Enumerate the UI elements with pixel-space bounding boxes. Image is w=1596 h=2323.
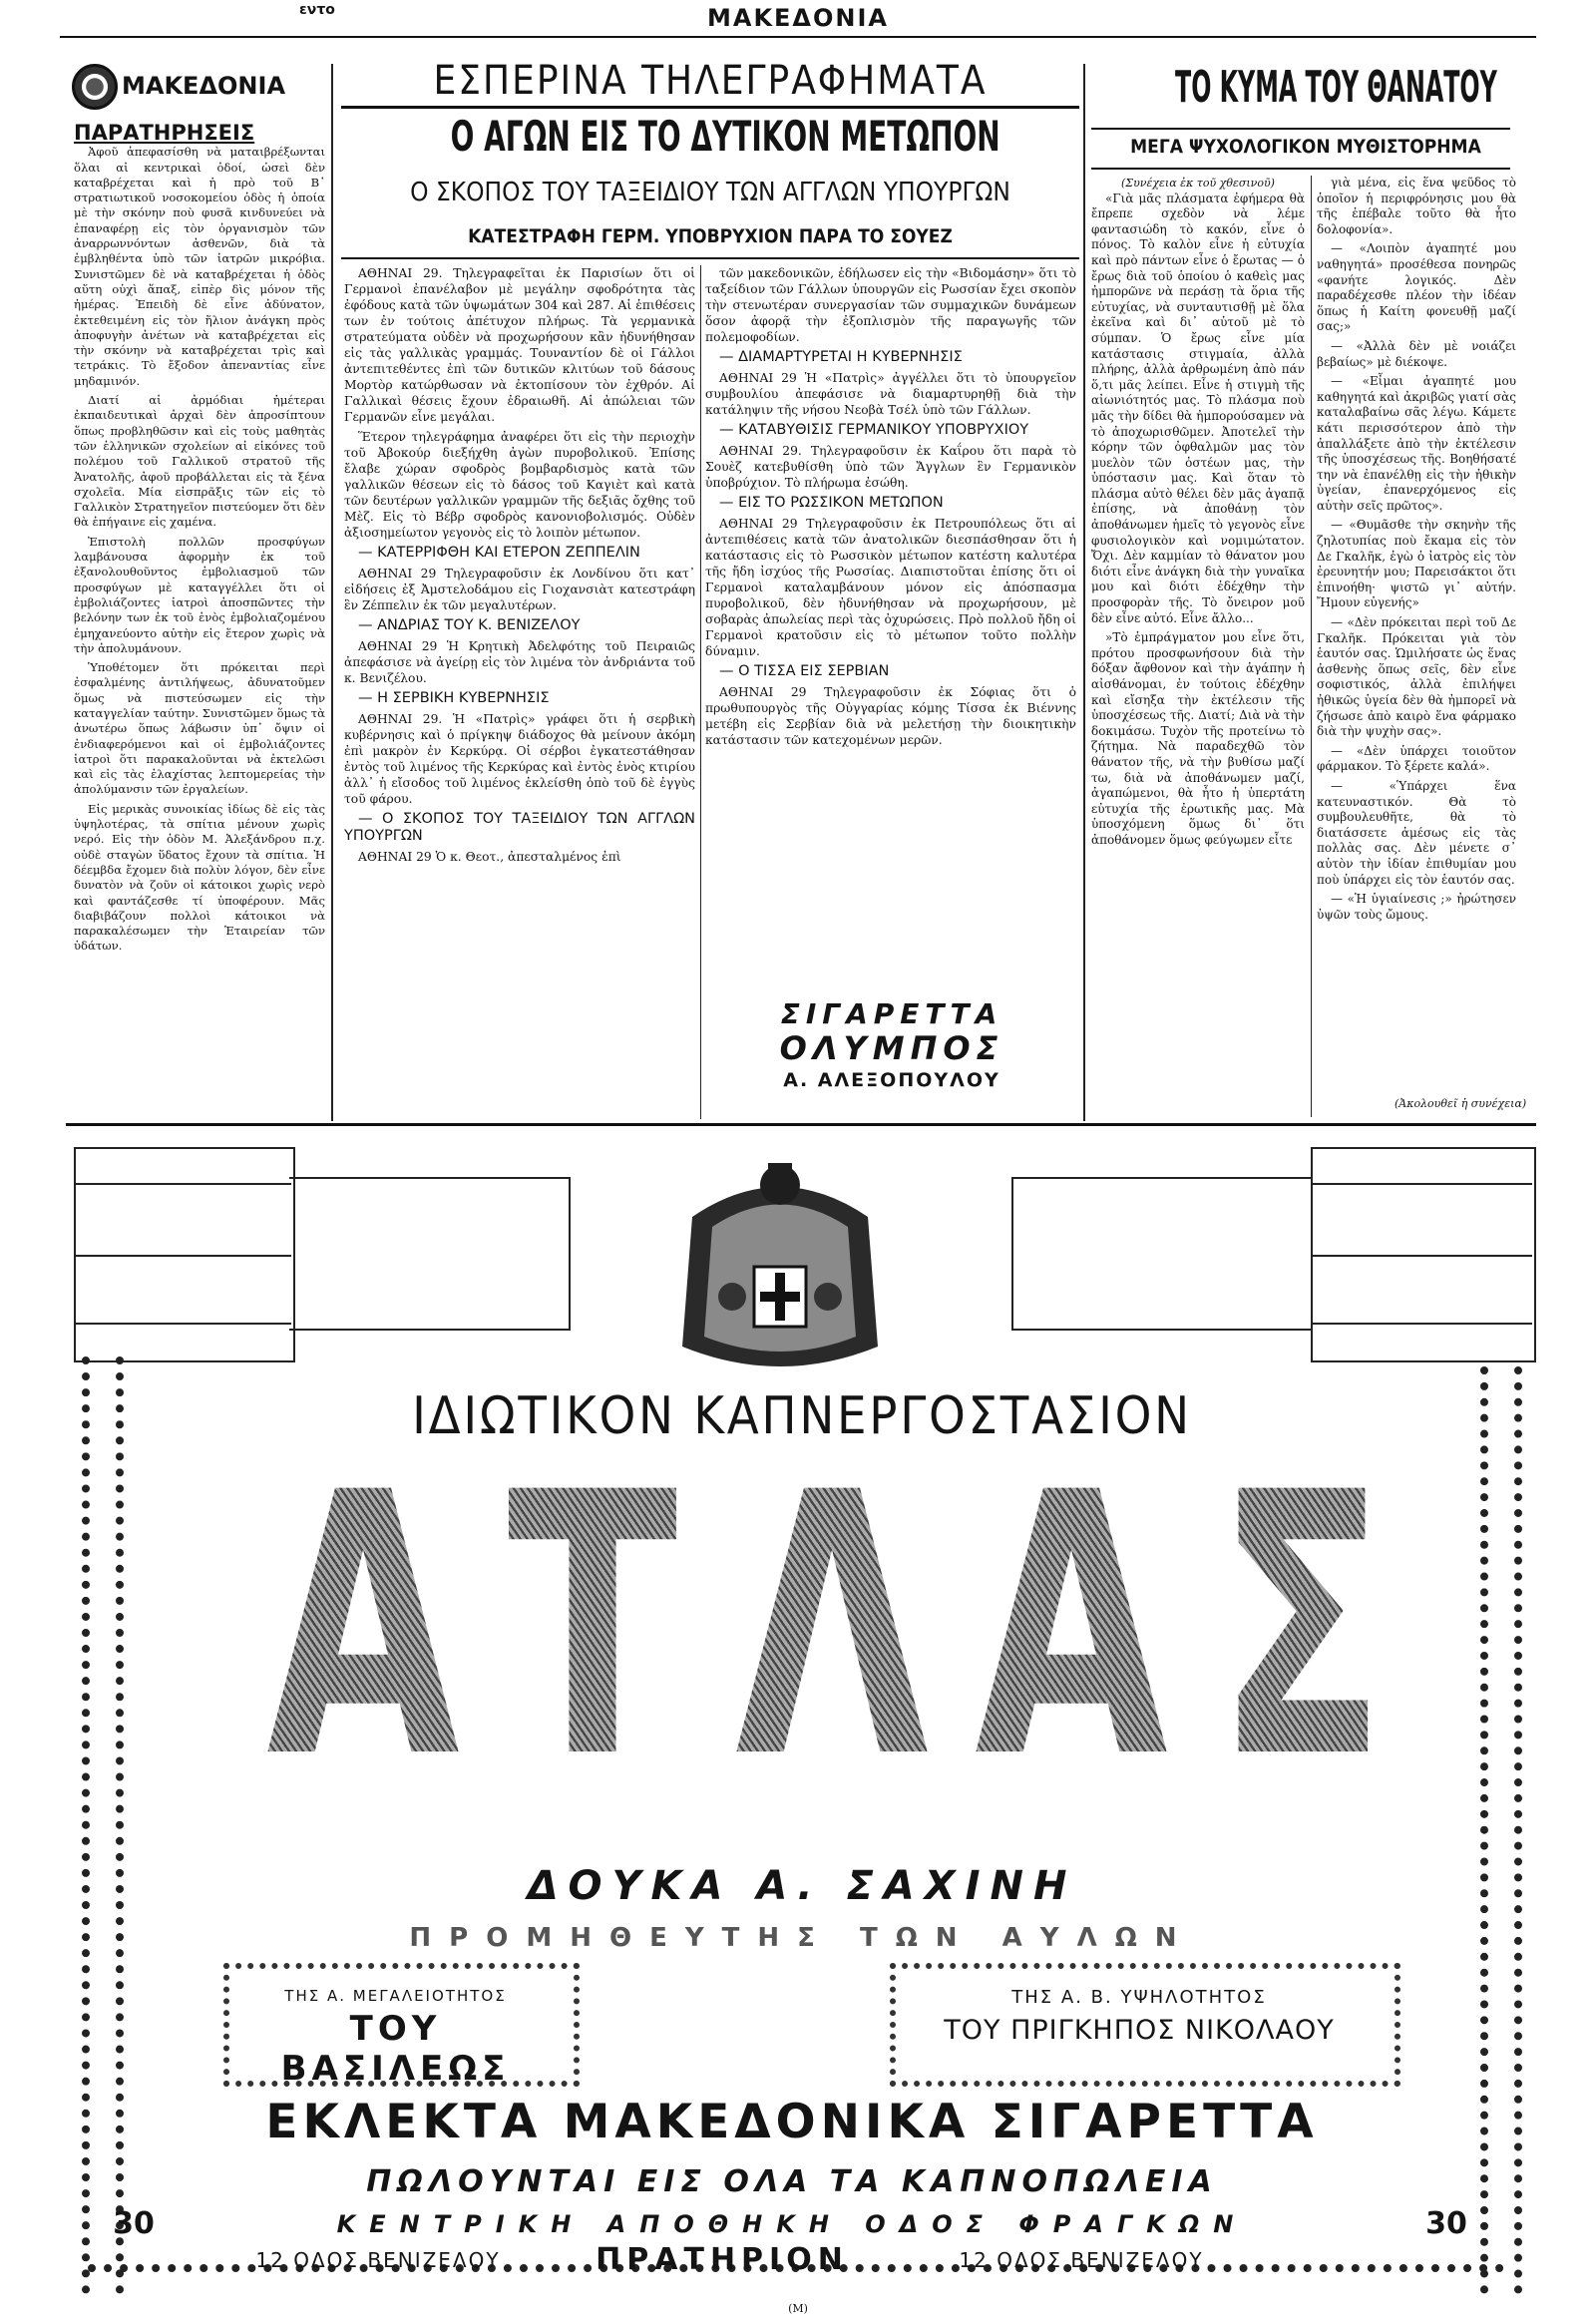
warehouse-address: ΚΕΝΤΡΙΚΗ ΑΠΟΘΗΚΗ ΟΔΟΣ ΦΡΑΓΚΩΝ: [336, 2210, 1248, 2238]
royal-box-right: [890, 1963, 1400, 2087]
atlas-ad: [74, 1147, 1534, 2300]
article-subheading: — Ο ΤΙΣΣΑ ΕΙΣ ΣΕΡΒΙΑΝ: [719, 663, 890, 679]
left-column: [74, 120, 325, 1122]
royal-box-left-big: ΤΟΥ ΒΑΣΙΛΕΩΣ: [280, 2009, 511, 2089]
factory-title: ΙΔΙΩΤΙΚΟΝ ΚΑΠΝΕΡΓΟΣΤΑΣΙΟΝ: [412, 1386, 1192, 1446]
article-paragraph: — «Εἶμαι ἀγαπητέ μου καθηγητά καὶ ἀκριβῶς γιατί σὰς καταλαβαίνω σᾶς λέγω. Κάμετε κάτι περισσότερον ἀπὸ τὴν ἀπαλλάξετε ἀπὸ τὴν ἐκτέλεσιν τῆς ὑποσχέσεως τῆς. Βοηθήσατέ την νὰ ἐπανέλθῃ εἰς τὴν ἠθικὴν ὑγείαν, ἐπανερχόμενος εἰς αὐτὴν σεῖς πρῶτος».: [1317, 374, 1516, 513]
novel-title-rule: [1091, 128, 1510, 130]
novel-subtitle: ΜΕΓΑ ΨΥΧΟΛΟΓΙΚΟΝ ΜΥΘΙΣΤΟΡΗΜΑ: [1130, 136, 1481, 158]
warehouse-number-left: 30: [113, 2206, 155, 2241]
article-paragraph: ΑΘΗΝΑΙ 29 Ὁ κ. Θεοτ., ἀπεσταλμένος ἐπὶ: [358, 850, 621, 864]
brand-letter: Τ: [493, 1446, 692, 1808]
coat-of-arms-icon: [672, 1157, 888, 1382]
banner-rule: [341, 106, 1079, 109]
article-subheading: — Ο ΣΚΟΠΟΣ ΤΟΥ ΤΑΞΕΙΔΙΟΥ ΤΩΝ ΑΓΓΛΩΝ ΥΠΟΥΡΓΩΝ: [344, 811, 695, 844]
novel-column-b: [1317, 176, 1516, 1095]
headline-submarine: ΚΑΤΕΣΤΡΑΦΗ ΓΕΡΜ. ΥΠΟΒΡΥΧΙΟΝ ΠΑΡΑ ΤΟ ΣΟΥΕΖ: [468, 225, 953, 247]
article-paragraph: ΑΘΗΝΑΙ 29. Τηλεγραφοῦσιν ἐκ Καΐρου ὅτι παρὰ τὸ Σουὲζ κατεβυθίσθη ὑπὸ τῶν Ἄγγλων ἓν Γερμανικὸν ὑποβρύχιον. Τὸ πλήρωμα ἐσώθη.: [705, 444, 1076, 490]
headline-ministers: Ο ΣΚΟΠΟΣ ΤΟΥ ΤΑΞΕΙΔΙΟΥ ΤΩΝ ΑΓΓΛΩΝ ΥΠΟΥΡΓΩΝ: [410, 178, 1010, 207]
page-section-rule: [66, 1123, 1536, 1126]
newspaper-logo: [72, 64, 323, 112]
frame-line: [1311, 1323, 1532, 1325]
article-paragraph: — «Ὑπάρχει ἕνα κατευναστικόν. Θὰ τὸ συμβουλευθῆτε, θὰ τὸ διατάσσετε ἀμέσως εἰς τὰς πολλὰς σας. Δὲν μένετε σ᾽ αὐτὸν τὴν ἰδίαν ἐπιθυμίαν μου ποὺ ὑπάρχει εἰς τὸν ἑαυτόν σας.: [1317, 778, 1516, 887]
article-paragraph: Ἐπιστολὴ πολλῶν προσφύγων λαμβάνουσα ἀφορμὴν ἐκ τοῦ ἐξανολουθοῦντος ἐμβολιασμοῦ τῶν προσφύγων μὲ καταγγέλλει ὅτι οἱ ἐμβολιάζοντες ἰατροὶ ἀποσπῶντες τὴν βελόνην των ἐκ τοῦ ἑνὸς ἐμβολιαζομένου ἐμηχανεύοντο αὐτὴν εἰς ἕτερον χωρὶς νὰ τὴν ἀπολυμάνουν.: [74, 534, 325, 655]
masthead-rule: [60, 36, 1536, 38]
brand-letter: Σ: [1201, 1446, 1400, 1808]
royal-box-right-big: ΤΟΥ ΠΡΙΓΚΗΠΟΣ ΝΙΚΟΛΑΟΥ: [944, 2015, 1335, 2046]
chain-border-right: [1480, 1366, 1522, 2294]
column-divider: [700, 265, 701, 1119]
article-paragraph: ΑΘΗΝΑΙ 29 Τηλεγραφοῦσιν ἐκ Σόφιας ὅτι ὁ πρωθυπουργὸς τῆς Οὐγγαρίας κόμης Τίσσα ἐκ Βιέννης μετέβη εἰς Σερβίαν διὰ νὰ μελετήσῃ τὴν διοικητικὴν κατάστασιν τῶν κατεχομένων μερῶν.: [705, 685, 1076, 747]
royal-box-left: [223, 1963, 580, 2087]
article-paragraph: — «Ἡ ὑγιαίνεσις ;» ἠρώτησεν ὑψῶν τοὺς ὤμους.: [1317, 892, 1516, 922]
novel-to-be-continued: (Ἀκολουθεῖ ἡ συνέχεια): [1395, 1097, 1527, 1110]
article-paragraph: — «Λοιπὸν ἀγαπητέ μου ναθηγητά» προσέθεσα πονηρῶς «φανήτε λογικός. Δὲν παραδέχεσθε πλέον τὴν ἰδέαν ὅπως ἡ Καίτη φονευθῇ μαζί σας;»: [1317, 241, 1516, 334]
article-paragraph: ΑΘΗΝΑΙ 29. Ἡ «Πατρὶς» γράφει ὅτι ἡ σερβικὴ κυβέρνησις καὶ ὁ πρίγκηψ διάδοχος θὰ μείνουν ἀκόμη ἐπὶ μακρὸν ἐν Κερκύρᾳ. Οἱ σέρβοι ἐγκατεστάθησαν ἐντὸς τοῦ λιμένος τῆς Κερκύρας καὶ ἐντὸς ἑνὸς κτιρίου ἀλλ᾽ ἡ εἴσοδος τοῦ λιμένος ἐκλείσθη ὁπὸ τοῦ δὲ ἐγγὺς τοῦ φάρου.: [344, 712, 695, 806]
olympos-ad-line2: ΟΛΥΜΠΟΣ: [779, 1029, 1004, 1067]
article-subheading: — ΑΝΔΡΙΑΣ ΤΟΥ Κ. ΒΕΝΙΖΕΛΟΥ: [358, 617, 581, 633]
masthead-tag: εντο: [299, 2, 335, 18]
column-divider: [1083, 64, 1085, 1121]
left-column-heading: ΠΑΡΑΤΗΡΗΣΕΙΣ: [74, 121, 255, 145]
frame-line: [74, 1183, 291, 1185]
frame-upper-left-ext: [289, 1177, 571, 1331]
brand-letter: Λ: [732, 1446, 932, 1808]
article-paragraph: — «Δὲν ὑπάρχει τοιοῦτον φάρμακον. Τὸ ξέρετε καλά».: [1317, 743, 1516, 774]
owner-name: ΔΟΥΚΑ Α. ΣΑΧΙΝΗ: [527, 1863, 1077, 1909]
store-address-right: 12 ΟΔΟΣ ΒΕΝΙΖΕΛΟΥ: [959, 2248, 1204, 2272]
novel-subtitle-rule: [1091, 168, 1510, 170]
frame-line: [74, 1323, 291, 1325]
article-subheading: — ΚΑΤΑΒΥΘΙΣΙΣ ΓΕΡΜΑΝΙΚΟΥ ΥΠΟΒΡΥΧΙΟΥ: [719, 422, 1029, 438]
royal-box-left-small: ΤΗΣ Α. ΜΕΓΑΛΕΙΟΤΗΤΟΣ: [284, 1987, 507, 2005]
article-paragraph: — «Δὲν πρόκειται περὶ τοῦ Δε Γκαλῆκ. Πρόκειται γιὰ τὸν ἑαυτόν σας. Ὡμιλήσατε ὡς ἕνας ἀσθενὴς ὅπως σεῖς, δὲν εἶνε σοφιστικός, ἀλλὰ ἐπιλήψει ἠθικῶς ὑγεία δὲν θὰ ἠμπορεῖ νὰ ζήσωσε ἀπὸ καιρὸ ἕνα φάρμακο διὰ τὴν ψυχὴν σας».: [1317, 615, 1516, 739]
article-paragraph: — «Θυμᾶσθε τὴν σκηνὴν τῆς ζηλοτυπίας ποὺ ἔκαμα εἰς τὸν Δε Γκαλῆκ, ἐγὼ ὁ ἰατρὸς εἰς τὸν ἐρευνητήν μου; Παρεισάκτοι ὅτι ἐπινοήθη· ψιστῶ γι᾽ αὐτήν. Ἤμουν εὐγενής»: [1317, 518, 1516, 610]
brand-letter: Α: [263, 1446, 463, 1808]
article-paragraph: — «Ἀλλὰ δὲν μὲ νοιάζει βεβαίως» μὲ διέκοψε.: [1317, 338, 1516, 369]
masthead-title: ΜΑΚΕΔΟΝΙΑ: [706, 4, 889, 32]
royal-box-right-small: ΤΗΣ Α. Β. ΥΨΗΛΟΤΗΤΟΣ: [1011, 1987, 1267, 2008]
supplier-line: ΠΡΟΜΗΘΕΥΤΗΣ ΤΩΝ ΑΥΛΩΝ: [409, 1923, 1195, 1953]
novel-continued-note: (Συνέχεια ἐκ τοῦ χθεσινοῦ): [1121, 177, 1275, 190]
tagline: ΕΚΛΕΚΤΑ ΜΑΚΕΔΟΝΙΚΑ ΣΙΓΑΡΕΤΤΑ: [265, 2095, 1319, 2149]
article-subheading: — ΚΑΤΕΡΡΙΦΘΗ ΚΑΙ ΕΤΕΡΟΝ ΖΕΠΠΕΛΙΝ: [358, 545, 640, 561]
article-paragraph: «Γιὰ μᾶς πλάσματα ἐφήμερα θὰ ἔπρεπε σχεδὸν νὰ λέμε φαντασιώδη τὸ κακόν, εἶνε ὁ πόνος. Τὸ καλὸν εἶνε ἡ εὐτυχία καὶ πρὸ πάντων εἶνε ὁ ἔρωτας — ὁ ἔρως διὰ τοῦ ὁποίου ὁ καθεὶς μας ἠμπορῶνε νὰ περάσῃ τὰ ὅρια τῆς εὐτυχίας, νὰ συνταυτισθῇ μὲ ὅλα ἐκεῖνα καὶ δι᾽ αὐτοῦ μὲ τὸ σύμπαν. Ὁ ἔρως εἶνε μία κατάστασις στιγμαία, ἀλλὰ πλήρης, ἀλλὰ ἀρθρωμένη ἀπὸ πάν ὅ,τι μᾶς λείπει. Εἶνε ἡ στιγμὴ τῆς αἰωνιότητός μας. Τὸ πλάσμα ποὺ μᾶς τὴν δίδει θὰ ἠμπορούσαμεν νὰ τὸ ἀποχωρισθῶμεν. Ἀποτελεῖ τὴν κόρην τῶν ὀφθαλμῶν μας τὸν μυελὸν τῶν ὀστέων μας, τὴν ὑπόστασιν μας. Καὶ ὅταν τὸ πλάσμα αὐτὸ θέλει δὲν μᾶς ἀγαπᾷ ἐπίσης, νὰ ἀποθάνῃ τὸν ἀποθάνωμεν ἡμεῖς τὸ γεγονὸς εἶνε φυσιολογικὸν καὶ νομιμώτατον. Ὄχι. Δὲν καμμίαν τὸ θάνατον μου διότι εἶνε ἀνάγκη διὰ τὴν γυναῖκα μου καὶ διότι ἐδέχθην τὴν προσφορὰν τῆς. Τὸ ὄνειρον μοῦ δὲν εἶνε αὐτό. Εἶνε ἄλλο...: [1091, 191, 1305, 625]
telegrams-banner: ΕΣΠΕΡΙΝΑ ΤΗΛΕΓΡΑΦΗΜΑΤΑ: [433, 58, 988, 104]
warehouse-number-right: 30: [1425, 2206, 1467, 2241]
article-paragraph: τῶν μακεδονικῶν, ἐδήλωσεν εἰς τὴν «Βιδομάσην» ὅτι τὸ ταξείδιον τῶν Γάλλων ὑπουργῶν εἰς Ρωσσίαν ἔχει σκοπὸν τὴν στενωτέραν συνεργασίαν τῶν συμμαχικῶν δυνάμεων ὅσον ἀφορᾷ τὴν ἐξοπλισμὸν τῆς παραγωγῆς τῶν πολεμοφοδίων.: [705, 266, 1076, 344]
novel-title: ΤΟ ΚΥΜΑ ΤΟΥ ΘΑΝΑΤΟΥ: [1175, 62, 1497, 113]
footer-mark: (Μ): [788, 2302, 808, 2315]
olympos-ad: [708, 997, 1075, 1117]
article-paragraph: Διατί αἱ ἀρμόδιαι ἡμέτεραι ἐκπαιδευτικαὶ ἀρχαὶ δὲν ἀπροσίπτουν ὅπως προβληθῶσιν καὶ εἰς τοὺς μαθητὰς τῶν ἑλληνικῶν σχολείων αἱ εἰκόνες τοῦ πολέμου τοῦ Γαλλικοῦ στρατοῦ τῆς Ἀνατολῆς, ἀφοῦ προβάλλεται εἰς τὰ ξένα σχολεῖα. Μία εἰσπρᾶξις τῶν εἰς τὸ Γαλλικὸν Στρατηγεῖον πιστεύομεν ὅτι δὲν θὰ ἐπήγαινε εἰς χαμένα.: [74, 393, 325, 530]
article-paragraph: ΑΘΗΝΑΙ 29 Τηλεγραφοῦσιν ἐκ Πετρουπόλεως ὅτι αἱ ἀντεπιθέσεις κατὰ τῶν ἀνατολικῶν διεσπάσθησαν ὅτι ἡ κατάστασις εἰς τὸ Ρωσσικὸν μέτωπον κατέστη καλυτέρα τῆς ἤδη ἰσχύος τῆς Ρωσσίας. Διαπιστοῦται ἐπίσης ὅτι οἱ Γερμανοὶ καταλαμβάνουν μόνον εἰς ἀπόσπασμα πυροβολικοῦ, δὲν ἠδυνήθησαν νὰ προχωρήσουν, μὲ σοβαρὰς ἀπωλείας περὶ τὰς ὀχυρώσεις. Πρὸ πολλοῦ ἤδη οἱ Γερμανοὶ κρατοῦσιν εἰς τὸ μέτωπον τοῦτο πολλὴν δύναμιν.: [705, 517, 1076, 658]
article-paragraph: γιὰ μένα, εἰς ἕνα ψεῦδος τὸ ὁποῖον ἡ περιφρόνησις μου θὰ τῆς ἐπέβαλε τοῦτο θὰ ἦτο δολοφονία».: [1317, 176, 1516, 236]
seal-icon: [72, 64, 118, 110]
center-column-b: [705, 265, 1076, 954]
article-subheading: — ΔΙΑΜΑΡΤΥΡΕΤΑΙ Η ΚΥΒΕΡΝΗΣΙΣ: [719, 349, 963, 365]
store-label: ΠΡΑΤΗΡΙΟΝ: [596, 2242, 849, 2277]
frame-line: [1311, 1183, 1532, 1185]
article-subheading: — Η ΣΕΡΒΙΚΗ ΚΥΒΕΡΝΗΣΙΣ: [358, 690, 550, 706]
store-address-left: 12 ΟΔΟΣ ΒΕΝΙΖΕΛΟΥ: [255, 2248, 501, 2272]
frame-line: [74, 1255, 291, 1257]
article-paragraph: ΑΘΗΝΑΙ 29 Ἡ «Πατρὶς» ἀγγέλλει ὅτι τὸ ὑπουργεῖον συμβουλίου ἀπεφάσισε νὰ διαμαρτυρηθῇ διὰ τὴν κατάληψιν τῆς νήσου Νεοβὰ Τσέλ ὑπὸ τῶν Γάλλων.: [705, 371, 1076, 417]
brand-letter: Α: [972, 1446, 1171, 1808]
center-column-a: [344, 265, 695, 1118]
headline-rule: [341, 257, 1079, 259]
article-paragraph: ΑΘΗΝΑΙ 29. Τηλεγραφεῖται ἐκ Παρισίων ὅτι οἱ Γερμανοὶ ἐπανέλαβον μὲ μεγάλην σφοδρότητα τὰς ἐφόδους κατὰ τῶν ὑψωμάτων 304 καὶ 287. Αἱ ἐπιθέσεις των ἐν τούτοις ἀπέτυχον πλήρως. Τὰ γερμανικὰ στρατεύματα οὐδὲν νὰ προχωρήσουν κἂν ἠδυνήθησαν εἰς τὰς γαλλικὰς γραμμάς. Τουναντίον δὲ οἱ Γάλλοι ἀντεπιτεθέντες ἐπὶ τῶν δυτικῶν κλιτύων τοῦ δάσους Μορτὸρ κατώρθωσαν νὰ ἐκτοπίσουν τὸν ἐχθρόν. Αἱ Γαλλικαὶ θέσεις ἔχουν ἐδραιωθῆ. Αἱ ἀπώλειαι τῶν Γερμανῶν εἶνε μεγάλαι.: [344, 266, 695, 424]
frame-line: [1311, 1255, 1532, 1257]
chain-border-left: [82, 1356, 124, 2294]
article-paragraph: »Τὸ ἐμπράγματον μου εἶνε ὅτι, πρότου προσφωνήσουν διὰ τὴν δόξαν ἄφθονον καὶ τὴν ἀγάπην ἡ αἰσθάνομαι, ἐν τούτοις ἐδέχθην καὶ εἴσηξα τὴν ἐκτέλεσιν τῆς ὑποσχέσεως τῆς. Διατί; Διὰ νὰ τὴν δοκιμάσω. Τυχὸν τῆς προτείνω τὸ ζήτημα. Νὰ παραδεχθῶ τὸν θάνατον τῆς, νὰ τὴν βυθίσω μαζί τω, διὰ νὰ ἀποθάνωμεν μαζί, ἀγαπώμενοι, θὰ ἦτο ἡ ὑπερτάτη εὐτυχία τῆς ἐρωτικῆς μας. Μὰ ὑποσχόμενη ὅμως δι᾽ ὅτι ἀποθάνομεν ὅμως φεύγωμεν εἶτε: [1091, 630, 1305, 847]
sold-everywhere: ΠΩΛΟΥΝΤΑΙ ΕΙΣ ΟΛΑ ΤΑ ΚΑΠΝΟΠΩΛΕΙΑ: [366, 2164, 1218, 2199]
article-paragraph: Εἰς μερικὰς συνοικίας ἰδίως δὲ εἰς τὰς ὑψηλοτέρας, τὰ σπίτια μένουν χωρὶς νερό. Εἰς τὴν ὁδὸν Μ. Ἀλεξάνδρου π.χ. οὐδὲ σταγὼν ὕδατος ἔχουν τὰ σπίτια. Ἡ δέεμβδα ἔχομεν διὰ πολὺν λόγον, δὲν εἶνε δυνατὸν νὰ ζοῦν οἱ κάτοικοι χωρὶς νερὸ καὶ φαντάζεσθε τί ὑποφέρουν. Μᾶς διαβιβάζουν πολλοὶ κάτοικοι νὰ παρακαλέσωμεν τὴν Ἑταιρείαν τῶν ὑδάτων.: [74, 801, 325, 954]
article-paragraph: Ὑποθέτομεν ὅτι πρόκειται περὶ ἐσφαλμένης ἀντιλήψεως, ἀδυνατοῦμεν ὅμως νὰ πιστεύσωμεν εἰς τὴν καταγγελίαν ταύτην. Συνιστῶμεν ὅμως τὰ ἀνωτέρω ὅπως λάβωσιν ὑπ᾽ ὄψιν οἱ ἐνδιαφερόμενοι καὶ οἱ ἐμβολιάζοντες ἰατροὶ ὅτι παρακαλοῦνται νὰ ἐκτελῶσι καὶ εἰς τὰς ἐλαχίστας λεπτομερείας τὴν ἀπολύμανσιν τῶν ἐργαλείων.: [74, 660, 325, 797]
frame-upper-right-ext: [1011, 1177, 1313, 1331]
headline-front: Ο ΑΓΩΝ ΕΙΣ ΤΟ ΔΥΤΙΚΟΝ ΜΕΤΩΠΟΝ: [450, 112, 1000, 161]
column-divider: [1311, 176, 1312, 1117]
logo-text: ΜΑΚΕΔΟΝΙΑ: [122, 72, 286, 100]
olympos-ad-line1: ΣΙΓΑΡΕΤΤΑ: [780, 997, 1003, 1030]
column-divider: [331, 64, 333, 1121]
novel-column-a: [1091, 176, 1305, 1117]
article-paragraph: ΑΘΗΝΑΙ 29 Ἡ Κρητικὴ Ἀδελφότης τοῦ Πειραιῶς ἀπεφάσισε νὰ ἀγείρῃ εἰς τὸν λιμένα τὸν ἀνδριάντα τοῦ κ. Βενιζέλου.: [344, 639, 695, 685]
article-paragraph: ΑΘΗΝΑΙ 29 Τηλεγραφοῦσιν ἐκ Λονδίνου ὅτι κατ᾽ εἰδήσεις ἐξ Ἀμστελοδάμου εἰς Γιοχανσιὰτ κατεστράφη ἓν Ζέππελιν ἐκ τῶν μεγαλυτέρων.: [344, 567, 695, 612]
olympos-ad-line3: Α. ΑΛΕΞΟΠΟΥΛΟΥ: [783, 1069, 1000, 1091]
article-paragraph: Ἀφοῦ ἀπεφασίσθη νὰ ματαιβρέξωνται ὅλαι αἱ κεντρικαὶ ὁδοί, ὡσεὶ δὲν καταβρέχεται καὶ ἡ πρὸ τοῦ Β᾽ στρατιωτικοῦ νοσοκομείου ὁδὸς ἡ ὁποία μὲ τὴν σκόνην ποὺ φυσᾶ κινδυνεύει νὰ ἐπαναφέρῃ εἰς τὸν ὀργανισμὸν τῶν ἀναρρωννόντων ἀσθενῶν, διὰ τὰ ἐμβληθέντα ὑπὸ τῶν ἰατρῶν μικρόβια. Συνιστῶμεν δὲ νὰ καταβρέχεται ἡ ὁδὸς αὕτη οὐχὶ ἅπαξ, εἰπὲρ δὶς μόνον τῆς ἡμέρας. Ἐπειδὴ δὲ εἶνε ἀδύνατον, ἐκτεθειμένη εἰς τὸν ἥλιον ἀνάγκη πρὸς ἀποφυγὴν ἀνέτων νὰ καταβρέχεται εἰς τὴν σκόνην νὰ καταβρέχεται τρὶς καὶ τετράκις. Τὸ ἔξοδον ἀπεναντίας εἶνε μηδαμινόν.: [74, 145, 325, 388]
article-subheading: — ΕΙΣ ΤΟ ΡΩΣΣΙΚΟΝ ΜΕΤΩΠΟΝ: [719, 495, 944, 511]
article-paragraph: Ἕτερον τηλεγράφημα ἀναφέρει ὅτι εἰς τὴν περιοχὴν τοῦ Ἀβοκούρ διεξήχθη ἀγὼν πυροβολικοῦ. Ἐπίσης ἔλαβε χώραν σφοδρὸς βομβαρδισμὸς κατὰ τῶν γαλλικῶν θέσεων εἰς τὸ δάσος τοῦ Καγιὲτ καὶ κατὰ τῶν δευτέρων γαλλικῶν γραμμῶν τῆς δεξιᾶς ὄχθης τοῦ Μὲζ. Εἰς τὸ Βέβρ σφοδρὸς κανονιοβολισμός. Οὐδὲν ἀξιοσημείωτον γεγονὸς εἰς τὸ λοιπὸν μέτωπον.: [344, 430, 695, 540]
